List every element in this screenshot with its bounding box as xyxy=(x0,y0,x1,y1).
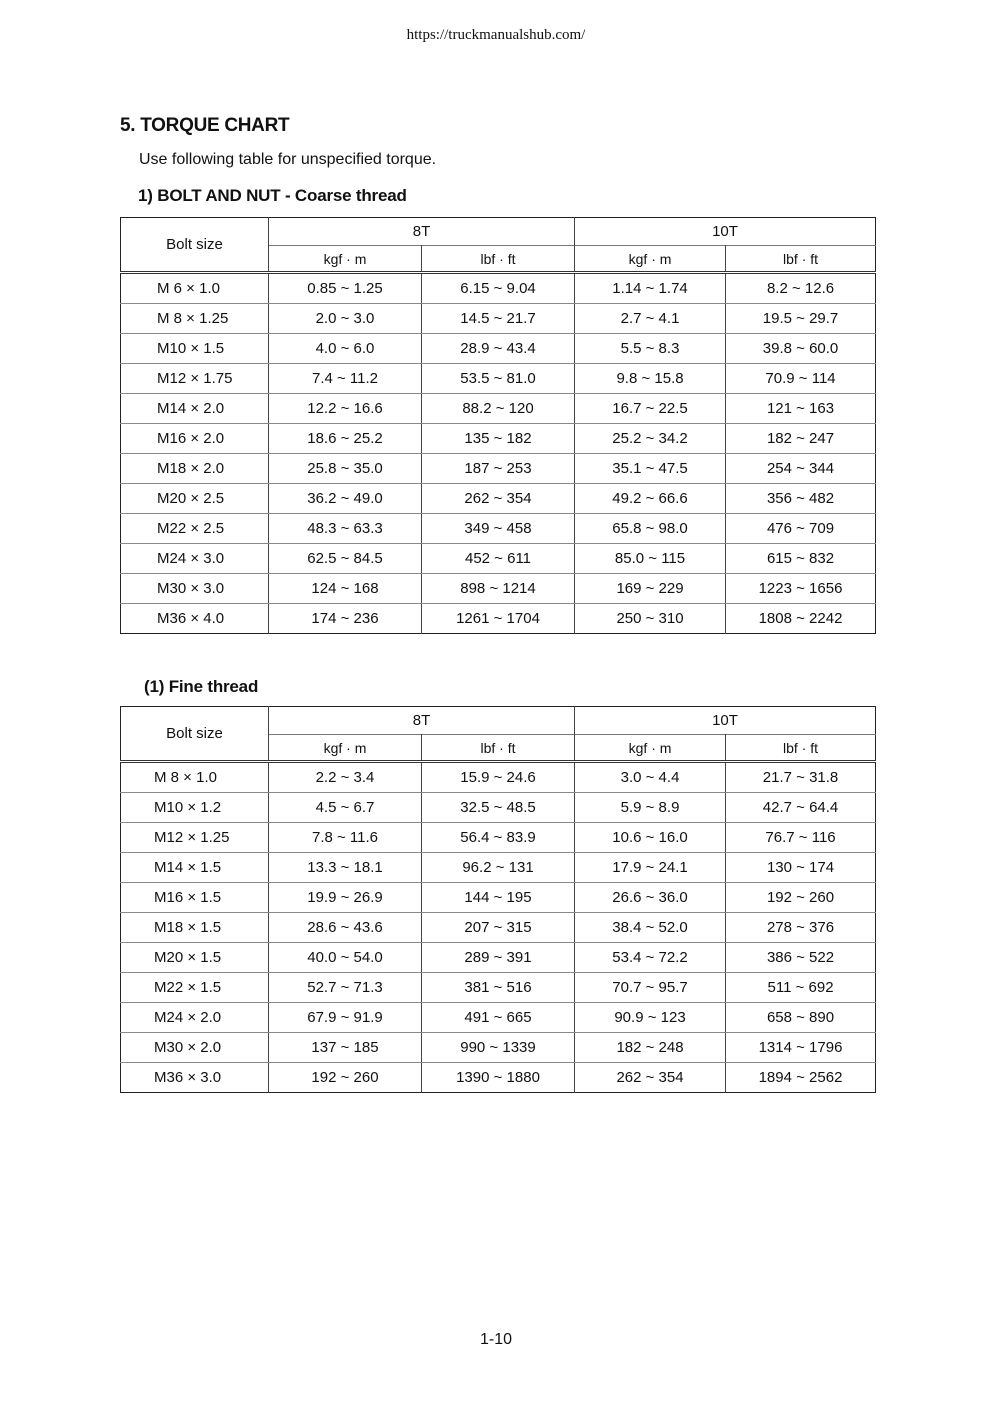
torque-10t-lbf-cell: 356 ~ 482 xyxy=(726,484,876,514)
table-row xyxy=(121,1063,876,1093)
torque-10t-kgf-cell: 182 ~ 248 xyxy=(575,1033,726,1063)
torque-10t-kgf-cell: 90.9 ~ 123 xyxy=(575,1003,726,1033)
fine-thread-heading: (1) Fine thread xyxy=(144,677,259,696)
table-row xyxy=(121,514,876,544)
table-row xyxy=(121,1003,876,1033)
unit-kgf-header: kgf · m xyxy=(269,246,422,273)
page-number: 1-10 xyxy=(479,1331,513,1348)
bolt-size-cell: M12 × 1.75 xyxy=(121,364,269,394)
torque-10t-kgf-cell: 5.9 ~ 8.9 xyxy=(575,793,726,823)
bolt-size-cell: M 6 × 1.0 xyxy=(121,273,269,304)
torque-8t-kgf-cell: 2.0 ~ 3.0 xyxy=(269,304,422,334)
torque-8t-lbf-cell: 349 ~ 458 xyxy=(422,514,575,544)
torque-10t-kgf-cell: 17.9 ~ 24.1 xyxy=(575,853,726,883)
unit-lbf-header: lbf · ft xyxy=(422,735,575,762)
table-row xyxy=(121,823,876,853)
table-row xyxy=(121,883,876,913)
section-title: 5. TORQUE CHART xyxy=(120,115,290,136)
table-row xyxy=(121,913,876,943)
table-row xyxy=(121,394,876,424)
unit-kgf-header: kgf · m xyxy=(575,246,726,273)
bolt-size-cell: M 8 × 1.0 xyxy=(121,762,269,793)
torque-8t-kgf-cell: 67.9 ~ 91.9 xyxy=(269,1003,422,1033)
bolt-size-cell: M10 × 1.2 xyxy=(121,793,269,823)
torque-10t-kgf-cell: 169 ~ 229 xyxy=(575,574,726,604)
bolt-size-cell: M36 × 3.0 xyxy=(121,1063,269,1093)
intro-text: Use following table for unspecified torque. xyxy=(139,151,437,168)
torque-8t-kgf-cell: 25.8 ~ 35.0 xyxy=(269,454,422,484)
torque-8t-lbf-cell: 15.9 ~ 24.6 xyxy=(422,762,575,793)
torque-8t-lbf-cell: 1390 ~ 1880 xyxy=(422,1063,575,1093)
table-row xyxy=(121,544,876,574)
bolt-size-cell: M20 × 1.5 xyxy=(121,943,269,973)
torque-10t-kgf-cell: 85.0 ~ 115 xyxy=(575,544,726,574)
table-row xyxy=(121,853,876,883)
table-row xyxy=(121,304,876,334)
table-row xyxy=(121,273,876,304)
torque-8t-kgf-cell: 52.7 ~ 71.3 xyxy=(269,973,422,1003)
torque-10t-kgf-cell: 3.0 ~ 4.4 xyxy=(575,762,726,793)
torque-8t-lbf-cell: 14.5 ~ 21.7 xyxy=(422,304,575,334)
bolt-size-cell: M12 × 1.25 xyxy=(121,823,269,853)
bolt-size-cell: M10 × 1.5 xyxy=(121,334,269,364)
torque-8t-lbf-cell: 135 ~ 182 xyxy=(422,424,575,454)
grade-8t-header: 8T xyxy=(269,707,575,735)
bolt-size-cell: M18 × 1.5 xyxy=(121,913,269,943)
torque-8t-kgf-cell: 7.8 ~ 11.6 xyxy=(269,823,422,853)
torque-8t-lbf-cell: 898 ~ 1214 xyxy=(422,574,575,604)
bolt-size-cell: M36 × 4.0 xyxy=(121,604,269,634)
torque-8t-lbf-cell: 990 ~ 1339 xyxy=(422,1033,575,1063)
table-row xyxy=(121,973,876,1003)
bolt-size-cell: M14 × 2.0 xyxy=(121,394,269,424)
bolt-size-header: Bolt size xyxy=(121,218,269,273)
fine-thread-table xyxy=(120,706,876,1093)
torque-10t-lbf-cell: 21.7 ~ 31.8 xyxy=(726,762,876,793)
unit-kgf-header: kgf · m xyxy=(575,735,726,762)
bolt-size-cell: M18 × 2.0 xyxy=(121,454,269,484)
torque-8t-kgf-cell: 48.3 ~ 63.3 xyxy=(269,514,422,544)
bolt-size-cell: M20 × 2.5 xyxy=(121,484,269,514)
torque-10t-lbf-cell: 658 ~ 890 xyxy=(726,1003,876,1033)
grade-10t-header: 10T xyxy=(712,223,738,240)
coarse-thread-table xyxy=(120,217,876,634)
torque-10t-lbf-cell: 386 ~ 522 xyxy=(726,943,876,973)
torque-8t-lbf-cell: 452 ~ 611 xyxy=(422,544,575,574)
torque-8t-kgf-cell: 137 ~ 185 xyxy=(269,1033,422,1063)
coarse-thread-rows xyxy=(121,273,876,634)
torque-8t-kgf-cell: 36.2 ~ 49.0 xyxy=(269,484,422,514)
source-url[interactable]: https://truckmanualshub.com/ xyxy=(406,27,586,43)
table-row xyxy=(121,943,876,973)
table-row xyxy=(121,604,876,634)
torque-10t-kgf-cell: 262 ~ 354 xyxy=(575,1063,726,1093)
torque-10t-lbf-cell: 1314 ~ 1796 xyxy=(726,1033,876,1063)
torque-10t-kgf-cell: 16.7 ~ 22.5 xyxy=(575,394,726,424)
torque-8t-kgf-cell: 62.5 ~ 84.5 xyxy=(269,544,422,574)
bolt-size-cell: M14 × 1.5 xyxy=(121,853,269,883)
torque-10t-kgf-cell: 38.4 ~ 52.0 xyxy=(575,913,726,943)
bolt-size-cell: M30 × 2.0 xyxy=(121,1033,269,1063)
table-row xyxy=(121,1033,876,1063)
coarse-thread-heading: 1) BOLT AND NUT - Coarse thread xyxy=(138,186,407,205)
table-row xyxy=(121,762,876,793)
grade-10t-header: 10T xyxy=(712,712,738,729)
torque-10t-lbf-cell: 254 ~ 344 xyxy=(726,454,876,484)
torque-8t-kgf-cell: 7.4 ~ 11.2 xyxy=(269,364,422,394)
table-row xyxy=(121,574,876,604)
table-row xyxy=(121,334,876,364)
bolt-size-cell: M 8 × 1.25 xyxy=(121,304,269,334)
torque-10t-lbf-cell: 1894 ~ 2562 xyxy=(758,1069,843,1086)
torque-10t-kgf-cell: 1.14 ~ 1.74 xyxy=(575,273,726,304)
torque-10t-kgf-cell: 35.1 ~ 47.5 xyxy=(575,454,726,484)
torque-8t-lbf-cell: 6.15 ~ 9.04 xyxy=(422,273,575,304)
torque-10t-lbf-cell: 39.8 ~ 60.0 xyxy=(726,334,876,364)
table-row xyxy=(121,793,876,823)
torque-10t-kgf-cell: 26.6 ~ 36.0 xyxy=(575,883,726,913)
torque-8t-lbf-cell: 56.4 ~ 83.9 xyxy=(422,823,575,853)
unit-kgf-header: kgf · m xyxy=(269,735,422,762)
torque-10t-kgf-cell: 49.2 ~ 66.6 xyxy=(575,484,726,514)
torque-8t-lbf-cell: 1261 ~ 1704 xyxy=(422,604,575,634)
torque-10t-kgf-cell: 250 ~ 310 xyxy=(575,604,726,634)
torque-10t-kgf-cell: 53.4 ~ 72.2 xyxy=(575,943,726,973)
torque-10t-lbf-cell: 70.9 ~ 114 xyxy=(726,364,876,394)
torque-10t-lbf-cell: 511 ~ 692 xyxy=(726,973,876,1003)
torque-8t-lbf-cell: 88.2 ~ 120 xyxy=(422,394,575,424)
bolt-size-cell: M30 × 3.0 xyxy=(121,574,269,604)
torque-10t-lbf-cell: 1808 ~ 2242 xyxy=(758,610,843,627)
table-row xyxy=(121,484,876,514)
unit-lbf-header: lbf · ft xyxy=(726,735,876,762)
torque-10t-lbf-cell: 130 ~ 174 xyxy=(726,853,876,883)
bolt-size-cell: M22 × 1.5 xyxy=(121,973,269,1003)
table-row xyxy=(121,424,876,454)
torque-10t-lbf-cell: 8.2 ~ 12.6 xyxy=(726,273,876,304)
torque-8t-kgf-cell: 28.6 ~ 43.6 xyxy=(269,913,422,943)
torque-8t-kgf-cell: 19.9 ~ 26.9 xyxy=(269,883,422,913)
torque-8t-kgf-cell: 192 ~ 260 xyxy=(269,1063,422,1093)
torque-10t-lbf-cell: 182 ~ 247 xyxy=(726,424,876,454)
torque-8t-lbf-cell: 289 ~ 391 xyxy=(422,943,575,973)
torque-8t-kgf-cell: 18.6 ~ 25.2 xyxy=(269,424,422,454)
torque-8t-kgf-cell: 4.5 ~ 6.7 xyxy=(269,793,422,823)
torque-8t-lbf-cell: 207 ~ 315 xyxy=(422,913,575,943)
torque-8t-lbf-cell: 144 ~ 195 xyxy=(422,883,575,913)
torque-10t-lbf-cell: 476 ~ 709 xyxy=(726,514,876,544)
torque-10t-kgf-cell: 10.6 ~ 16.0 xyxy=(575,823,726,853)
torque-8t-kgf-cell: 0.85 ~ 1.25 xyxy=(269,273,422,304)
unit-lbf-header: lbf · ft xyxy=(726,246,876,273)
torque-8t-lbf-cell: 96.2 ~ 131 xyxy=(422,853,575,883)
torque-10t-lbf-cell: 19.5 ~ 29.7 xyxy=(726,304,876,334)
torque-8t-lbf-cell: 187 ~ 253 xyxy=(422,454,575,484)
torque-8t-kgf-cell: 174 ~ 236 xyxy=(269,604,422,634)
bolt-size-cell: M24 × 2.0 xyxy=(121,1003,269,1033)
bolt-size-cell: M16 × 1.5 xyxy=(121,883,269,913)
grade-8t-header: 8T xyxy=(269,218,575,246)
torque-8t-lbf-cell: 491 ~ 665 xyxy=(422,1003,575,1033)
torque-8t-kgf-cell: 40.0 ~ 54.0 xyxy=(269,943,422,973)
table-row xyxy=(121,454,876,484)
fine-thread-rows xyxy=(121,762,876,1093)
bolt-size-header: Bolt size xyxy=(121,707,269,762)
torque-10t-kgf-cell: 2.7 ~ 4.1 xyxy=(575,304,726,334)
torque-10t-kgf-cell: 25.2 ~ 34.2 xyxy=(575,424,726,454)
torque-8t-lbf-cell: 262 ~ 354 xyxy=(422,484,575,514)
torque-10t-lbf-cell: 1223 ~ 1656 xyxy=(726,574,876,604)
torque-8t-kgf-cell: 13.3 ~ 18.1 xyxy=(269,853,422,883)
torque-10t-lbf-cell: 192 ~ 260 xyxy=(726,883,876,913)
bolt-size-cell: M22 × 2.5 xyxy=(121,514,269,544)
torque-10t-lbf-cell: 42.7 ~ 64.4 xyxy=(726,793,876,823)
torque-10t-kgf-cell: 70.7 ~ 95.7 xyxy=(575,973,726,1003)
torque-10t-lbf-cell: 278 ~ 376 xyxy=(726,913,876,943)
torque-8t-kgf-cell: 2.2 ~ 3.4 xyxy=(269,762,422,793)
torque-10t-kgf-cell: 65.8 ~ 98.0 xyxy=(575,514,726,544)
bolt-size-cell: M24 × 3.0 xyxy=(121,544,269,574)
torque-10t-kgf-cell: 5.5 ~ 8.3 xyxy=(575,334,726,364)
torque-8t-lbf-cell: 28.9 ~ 43.4 xyxy=(422,334,575,364)
unit-lbf-header: lbf · ft xyxy=(422,246,575,273)
torque-8t-lbf-cell: 32.5 ~ 48.5 xyxy=(422,793,575,823)
torque-8t-kgf-cell: 4.0 ~ 6.0 xyxy=(269,334,422,364)
torque-8t-lbf-cell: 381 ~ 516 xyxy=(422,973,575,1003)
torque-8t-kgf-cell: 12.2 ~ 16.6 xyxy=(269,394,422,424)
torque-10t-lbf-cell: 615 ~ 832 xyxy=(726,544,876,574)
torque-10t-lbf-cell: 121 ~ 163 xyxy=(726,394,876,424)
torque-8t-lbf-cell: 53.5 ~ 81.0 xyxy=(422,364,575,394)
table-row xyxy=(121,364,876,394)
torque-10t-lbf-cell: 76.7 ~ 116 xyxy=(726,823,876,853)
torque-8t-kgf-cell: 124 ~ 168 xyxy=(269,574,422,604)
torque-10t-kgf-cell: 9.8 ~ 15.8 xyxy=(575,364,726,394)
bolt-size-cell: M16 × 2.0 xyxy=(121,424,269,454)
